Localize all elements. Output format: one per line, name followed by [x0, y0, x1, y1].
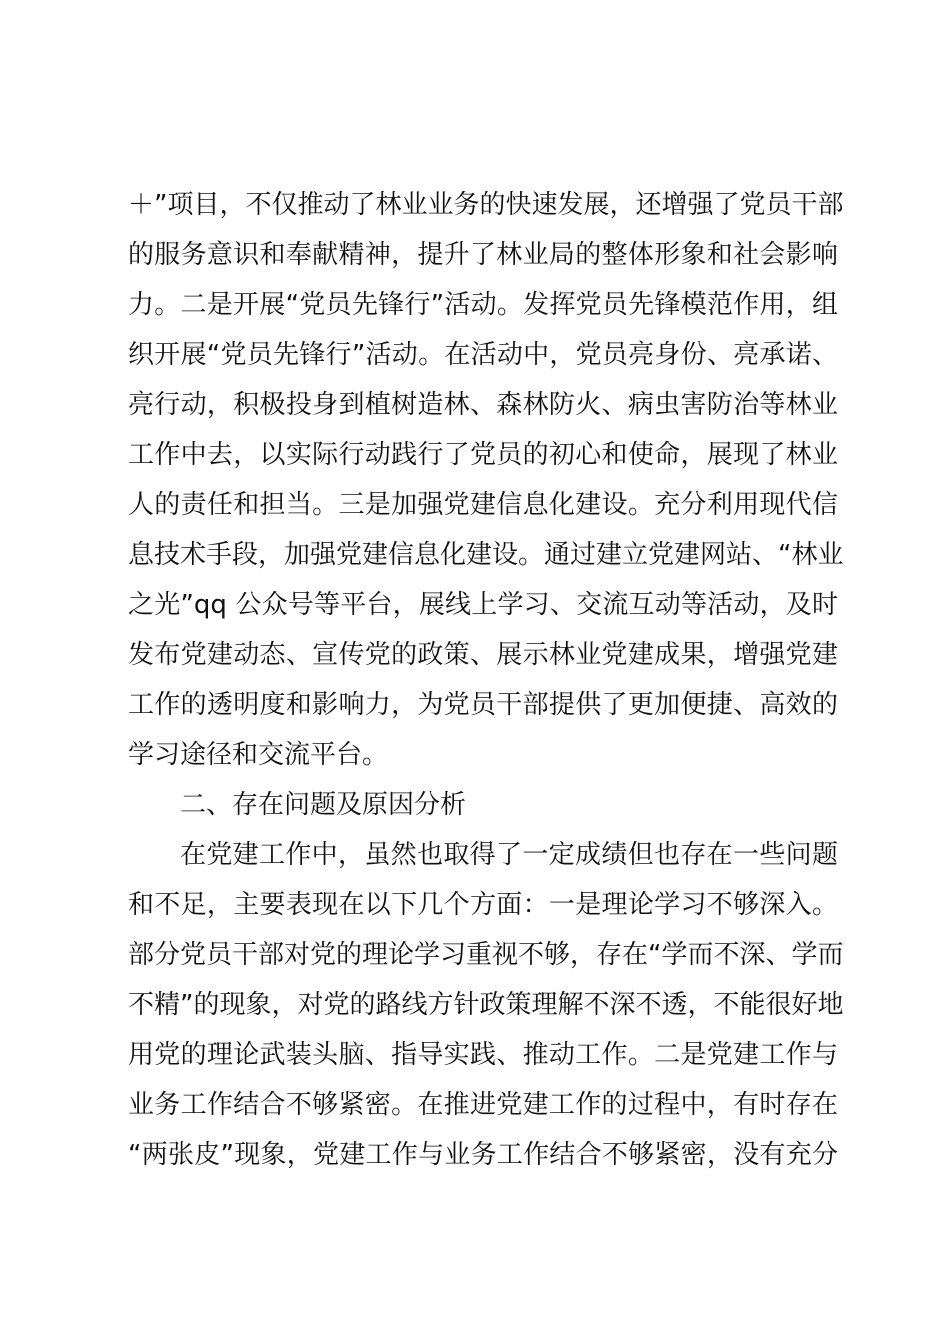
text-line: 的服务意识和奉献精神，提升了林业局的整体形象和社会影响: [128, 240, 838, 270]
section-heading: 二、存在问题及原因分析: [180, 790, 467, 820]
text-line: 用党的理论武装头脑、指导实践、推动工作。二是党建工作与: [128, 1040, 838, 1070]
text-line: 和不足，主要表现在以下几个方面：一是理论学习不够深入。: [128, 890, 838, 920]
text-line: ＋”项目，不仅推动了林业业务的快速发展，还增强了党员干部: [128, 190, 844, 220]
text-line: 息技术手段，加强党建信息化建设。通过建立党建网站、“林业: [128, 540, 844, 570]
text-line: 发布党建动态、宣传党的政策、展示林业党建成果，增强党建: [128, 640, 838, 670]
body-text: [128, 180, 844, 1180]
text-line: 不精”的现象，对党的路线方针政策理解不深不透，不能很好地: [128, 990, 844, 1020]
text-line: 亮行动，积极投身到植树造林、森林防火、病虫害防治等林业: [128, 390, 838, 420]
text-line: 业务工作结合不够紧密。在推进党建工作的过程中，有时存在: [128, 1090, 838, 1120]
text-line: 之光”qq 公众号等平台，展线上学习、交流互动等活动，及时: [128, 590, 838, 620]
text-line: 织开展“党员先锋行”活动。在活动中，党员亮身份、亮承诺、: [128, 340, 838, 370]
text-line: 力。二是开展“党员先锋行”活动。发挥党员先锋模范作用，组: [128, 290, 838, 320]
text-line: 人的责任和担当。三是加强党建信息化建设。充分利用现代信: [128, 490, 838, 520]
text-line: 工作中去，以实际行动践行了党员的初心和使命，展现了林业: [128, 440, 838, 470]
paragraph-first-line: 在党建工作中，虽然也取得了一定成绩但也存在一些问题: [180, 840, 838, 870]
text-line: “两张皮”现象，党建工作与业务工作结合不够紧密，没有充分: [128, 1140, 838, 1170]
text-line: 学习途径和交流平台。: [128, 740, 389, 770]
text-line: 部分党员干部对党的理论学习重视不够，存在“学而不深、学而: [128, 940, 844, 970]
text-line: 工作的透明度和影响力，为党员干部提供了更加便捷、高效的: [128, 690, 838, 720]
